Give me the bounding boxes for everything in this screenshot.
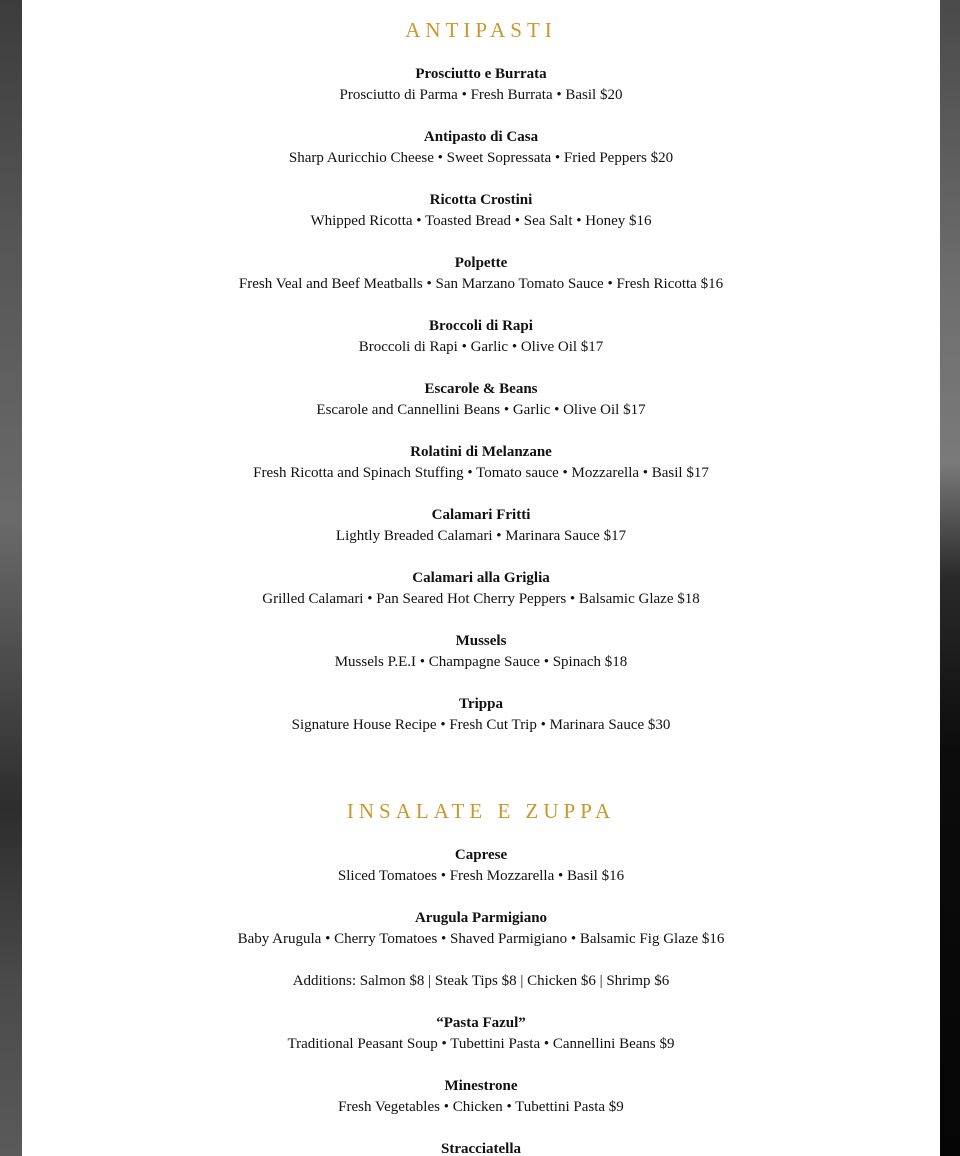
menu-item: [22, 631, 940, 673]
menu-item: [22, 316, 940, 358]
salad-additions-note: Additions: Salmon $8 | Steak Tips $8 | Chicken $6 | Shrimp $6: [292, 973, 670, 989]
menu-item-name: Prosciutto e Burrata: [415, 66, 547, 82]
menu-item: [22, 190, 940, 232]
menu-item-description: Sliced Tomatoes • Fresh Mozzarella • Basil $16: [337, 868, 625, 884]
menu-item-name: Escarole & Beans: [424, 381, 538, 397]
menu-item-description: Sharp Auricchio Cheese • Sweet Sopressata • Fried Peppers $20: [288, 150, 674, 166]
menu-item-description: Traditional Peasant Soup • Tubettini Pasta • Cannellini Beans $9: [287, 1036, 675, 1052]
menu-item-description: Mussels P.E.I • Champagne Sauce • Spinach $18: [334, 654, 628, 670]
menu-item: [22, 379, 940, 421]
menu-item: [22, 845, 940, 887]
menu-item-description: Grilled Calamari • Pan Seared Hot Cherry Peppers • Balsamic Glaze $18: [262, 591, 700, 607]
menu-page: [22, 0, 940, 1156]
menu-item-description: Fresh Ricotta and Spinach Stuffing • Tomato sauce • Mozzarella • Basil $17: [253, 465, 709, 481]
menu-item-description: Fresh Vegetables • Chicken • Tubettini Pasta $9: [338, 1099, 624, 1115]
section-title-antipasti: ANTIPASTI: [405, 18, 557, 42]
menu-item-name: Stracciatella: [441, 1141, 521, 1156]
menu-item-name: Antipasto di Casa: [423, 129, 539, 145]
menu-item-name: Broccoli di Rapi: [429, 318, 533, 334]
menu-item: [22, 694, 940, 736]
menu-item-name: Trippa: [459, 696, 503, 712]
background-right: [940, 0, 960, 1156]
menu-item-description: Lightly Breaded Calamari • Marinara Sauce $17: [335, 528, 627, 544]
menu-item-description: Signature House Recipe • Fresh Cut Trip • Marinara Sauce $30: [291, 717, 671, 733]
menu-item-description: Escarole and Cannellini Beans • Garlic • Olive Oil $17: [316, 402, 646, 418]
menu-item: [22, 1139, 940, 1156]
menu-item: [22, 127, 940, 169]
menu-item-name: Caprese: [454, 847, 508, 863]
background-left: [0, 0, 22, 1156]
menu-item: [22, 1076, 940, 1118]
menu-item: [22, 908, 940, 950]
menu-item-name: Arugula Parmigiano: [414, 910, 548, 926]
menu-item-description: Whipped Ricotta • Toasted Bread • Sea Salt • Honey $16: [310, 213, 652, 229]
menu-item-name: Minestrone: [444, 1078, 518, 1094]
menu-item: [22, 1013, 940, 1055]
menu-item-description: Fresh Veal and Beef Meatballs • San Marzano Tomato Sauce • Fresh Ricotta $16: [238, 276, 724, 292]
menu-item: [22, 253, 940, 295]
menu-item-name: Polpette: [454, 255, 508, 271]
menu-item-name: Calamari Fritti: [431, 507, 531, 523]
section-title-insalate-e-zuppa: INSALATE E ZUPPA: [346, 799, 616, 823]
menu-item-name: Ricotta Crostini: [429, 192, 533, 208]
menu-item-name: “Pasta Fazul”: [436, 1015, 526, 1031]
menu-item-description: Broccoli di Rapi • Garlic • Olive Oil $17: [358, 339, 604, 355]
menu-item: [22, 64, 940, 106]
menu-item: [22, 505, 940, 547]
menu-item-name: Mussels: [455, 633, 507, 649]
menu-item-name: Rolatini di Melanzane: [410, 444, 552, 460]
menu-item-name: Calamari alla Griglia: [412, 570, 550, 586]
menu-item: [22, 568, 940, 610]
menu-item: [22, 442, 940, 484]
menu-item-description: Baby Arugula • Cherry Tomatoes • Shaved Parmigiano • Balsamic Fig Glaze $16: [237, 931, 725, 947]
menu-item-description: Prosciutto di Parma • Fresh Burrata • Basil $20: [339, 87, 623, 103]
